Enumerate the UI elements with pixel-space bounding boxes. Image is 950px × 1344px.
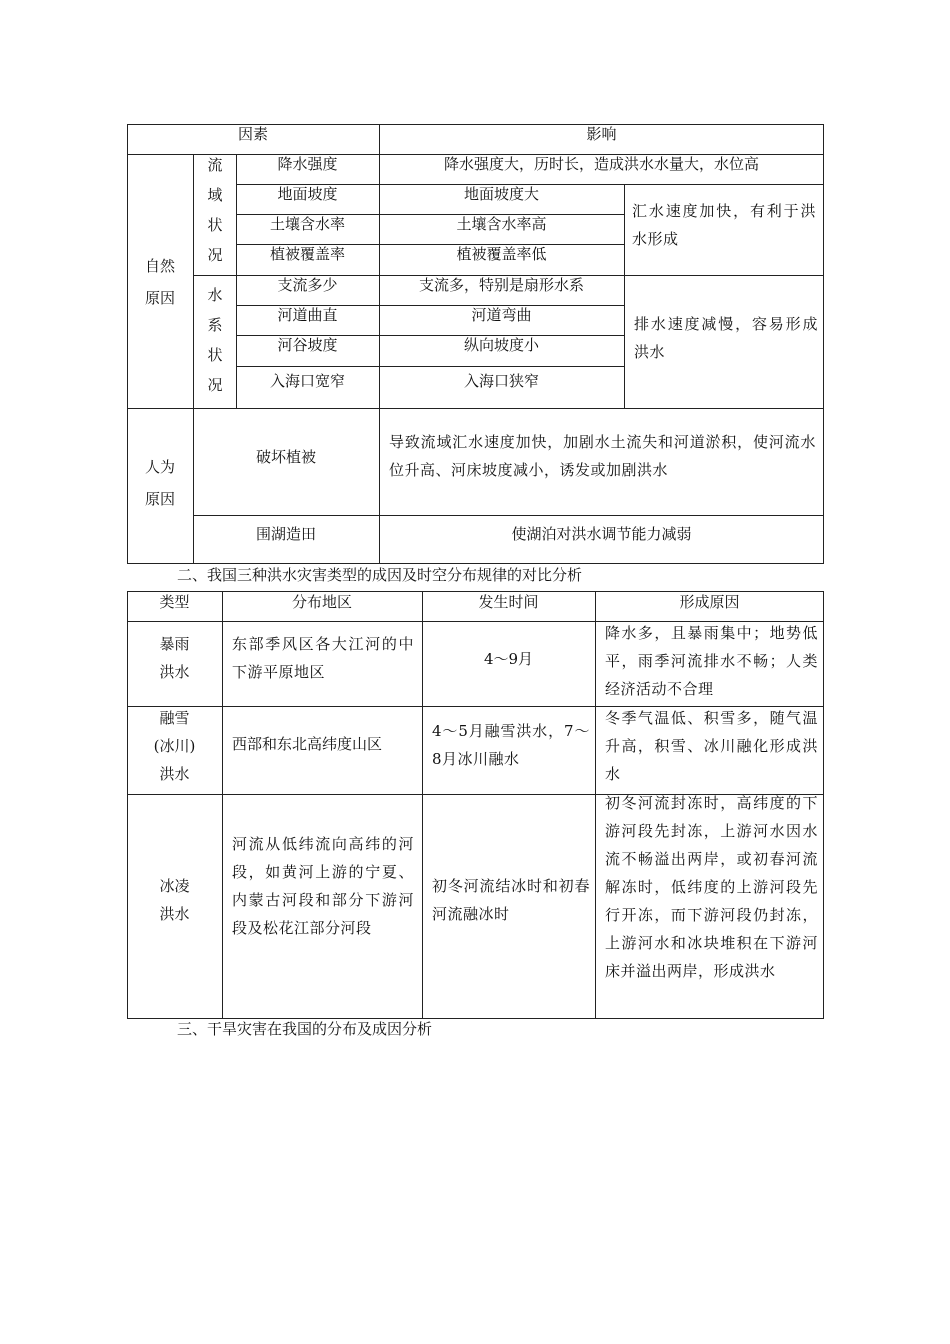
factor-estuary-width: 入海口宽窄 xyxy=(269,372,345,390)
type-rainstorm-flood: 暴雨 洪水 xyxy=(159,635,190,681)
header-factor: 因素 xyxy=(237,125,268,143)
water-system-summary: 排水速度减慢，容易形成洪水 xyxy=(634,315,818,361)
factor-rainfall-intensity: 降水强度 xyxy=(277,155,338,173)
basin-status-label: 流域状况 xyxy=(207,156,223,264)
section-2-heading: 二、我国三种洪水灾害类型的成因及时空分布规律的对比分析 xyxy=(177,566,583,584)
time-ice-jam-flood: 初冬河流结冰时和初春河流融冰时 xyxy=(432,877,590,923)
impact-destroy-vegetation: 导致流域汇水速度加快，加剧水土流失和河道淤积，使河流水位升高、河床坡度减小，诱发或加剧洪水 xyxy=(389,433,816,479)
impact-ground-slope: 地面坡度大 xyxy=(463,185,539,203)
water-system-label: 水系状况 xyxy=(207,286,223,394)
impact-vegetation-cover: 植被覆盖率低 xyxy=(456,245,547,263)
header-cause: 形成原因 xyxy=(679,593,740,611)
header-time: 发生时间 xyxy=(478,593,539,611)
region-rainstorm-flood: 东部季风区各大江河的中下游平原地区 xyxy=(232,635,414,681)
impact-valley-slope: 纵向坡度小 xyxy=(463,336,539,354)
natural-causes-label: 自然原因 xyxy=(145,257,176,307)
type-snowmelt-flood: 融雪 (冰川) 洪水 xyxy=(153,709,196,783)
factor-destroy-vegetation: 破坏植被 xyxy=(255,447,316,466)
section-3-heading: 三、干旱灾害在我国的分布及成因分析 xyxy=(177,1020,433,1038)
factor-tributaries: 支流多少 xyxy=(277,276,338,294)
factor-soil-moisture: 土壤含水率 xyxy=(269,215,345,233)
impact-channel-curvature: 河道弯曲 xyxy=(471,306,532,324)
factor-vegetation-cover: 植被覆盖率 xyxy=(269,245,345,263)
header-type: 类型 xyxy=(159,593,190,611)
type-ice-jam-flood: 冰凌 洪水 xyxy=(159,877,190,923)
header-impact: 影响 xyxy=(586,125,617,143)
header-region: 分布地区 xyxy=(291,593,352,611)
cause-ice-jam-flood: 初冬河流封冻时，高纬度的下游河段先封冻，上游河水因水流不畅溢出两岸，或初春河流解冻时，低纬度的上游河段先行开冻，而下游河段仍封冻，上游河水和冰块堆积在下游河床并溢出两岸，形成洪水 xyxy=(605,794,818,980)
factor-valley-slope: 河谷坡度 xyxy=(277,336,338,354)
cause-snowmelt-flood: 冬季气温低、积雪多，随气温升高，积雪、冰川融化形成洪水 xyxy=(605,709,818,783)
time-snowmelt-flood: 4～5月融雪洪水，7～8月冰川融水 xyxy=(432,722,590,768)
time-rainstorm-flood: 4～9月 xyxy=(483,650,534,668)
impact-tributaries: 支流多，特别是扇形水系 xyxy=(418,276,584,294)
impact-lake-reclamation: 使湖泊对洪水调节能力减弱 xyxy=(511,525,692,543)
impact-estuary-width: 入海口狭窄 xyxy=(463,372,539,390)
cause-rainstorm-flood: 降水多，且暴雨集中；地势低平，雨季河流排水不畅；人类经济活动不合理 xyxy=(605,624,818,698)
impact-soil-moisture: 土壤含水率高 xyxy=(456,215,547,233)
factor-channel-curvature: 河道曲直 xyxy=(277,306,338,324)
impact-rainfall-intensity: 降水强度大，历时长，造成洪水水量大，水位高 xyxy=(443,155,759,173)
basin-summary: 汇水速度加快，有利于洪水形成 xyxy=(632,202,816,248)
region-snowmelt-flood: 西部和东北高纬度山区 xyxy=(232,735,383,753)
human-causes-label: 人为原因 xyxy=(145,458,176,508)
region-ice-jam-flood: 河流从低纬流向高纬的河段，如黄河上游的宁夏、内蒙古河段和部分下游河段及松花江部分河段 xyxy=(232,835,414,937)
factor-ground-slope: 地面坡度 xyxy=(277,185,338,203)
factor-lake-reclamation: 围湖造田 xyxy=(255,525,316,543)
